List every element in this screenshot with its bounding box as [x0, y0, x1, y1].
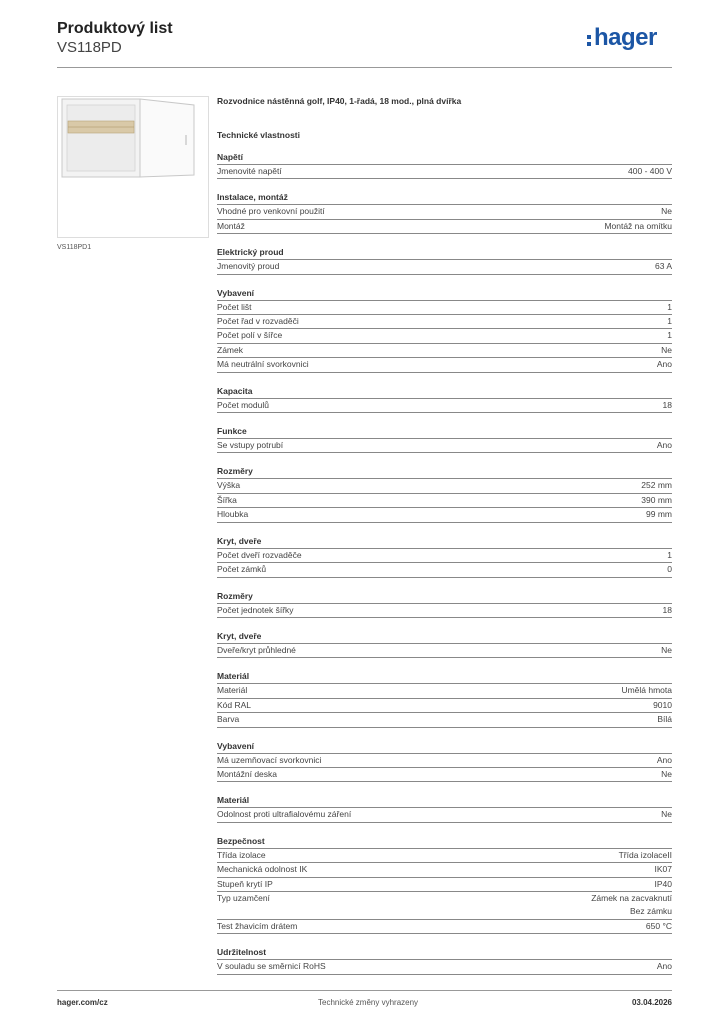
spec-row: [217, 877, 672, 891]
spec-value-group: [653, 699, 672, 712]
spec-content: [217, 95, 672, 987]
section-title: Rozměry: [217, 466, 253, 477]
spec-row: [217, 603, 672, 618]
spec-value: Ne: [661, 206, 672, 217]
section-title: Kryt, dveře: [217, 630, 262, 641]
spec-value-group: [661, 644, 672, 657]
spec-value: Bílá: [657, 714, 672, 725]
spec-value: Ne: [661, 768, 672, 779]
spec-value: Ne: [661, 644, 672, 655]
spec-row: [217, 164, 672, 179]
spec-value: Ano: [656, 961, 672, 972]
spec-section: [217, 740, 672, 783]
spec-label: Šířka: [217, 494, 237, 505]
spec-label: Vhodné pro venkovní použití: [217, 206, 325, 217]
page-title: Produktový list: [57, 20, 173, 37]
spec-label: Počet modulů: [217, 399, 269, 410]
spec-row: [217, 398, 672, 413]
spec-value-secondary: Bez zámku: [629, 906, 672, 917]
spec-label: Výška: [217, 480, 241, 491]
spec-label: Počet řad v rozvaděči: [217, 316, 299, 327]
spec-value-group: [661, 205, 672, 218]
spec-value-group: [655, 878, 673, 891]
spec-value-group: [655, 260, 672, 273]
spec-label: Počet dveří rozvaděče: [217, 549, 302, 560]
section-title: Vybavení: [217, 740, 255, 751]
spec-value-group: [641, 479, 672, 492]
spec-row: [217, 712, 672, 727]
spec-row: [217, 478, 672, 492]
spec-label: Jmenovité napětí: [217, 166, 282, 176]
spec-row: [217, 891, 672, 919]
spec-value-group: [628, 165, 672, 178]
spec-section: [217, 425, 672, 453]
spec-label: Počet jednotek šířky: [217, 604, 294, 615]
spec-row: [217, 643, 672, 658]
product-code: VS118PD: [57, 39, 122, 56]
spec-value: 9010: [653, 699, 672, 710]
spec-row: [217, 698, 672, 712]
spec-label: Odolnost proti ultrafialovému záření: [217, 809, 352, 820]
section-title: Udržitelnost: [217, 947, 267, 958]
spec-value-group: [657, 960, 672, 973]
spec-label: Mechanická odolnost IK: [217, 864, 308, 875]
spec-label: Jmenovitý proud: [217, 261, 280, 272]
logo-mark-icon: [587, 35, 591, 49]
spec-row: [217, 507, 672, 522]
spec-section: [217, 385, 672, 413]
spec-label: Kód RAL: [217, 699, 252, 710]
spec-value-group: [661, 768, 672, 781]
spec-section: [217, 670, 672, 727]
spec-value: Ne: [661, 809, 672, 820]
spec-label: Počet zámků: [217, 564, 267, 575]
spec-row: [217, 328, 672, 342]
spec-row: [217, 259, 672, 274]
spec-row: [217, 807, 672, 822]
spec-label: Zámek: [217, 344, 243, 355]
spec-value: Ano: [656, 359, 672, 370]
spec-value-group: [655, 863, 673, 876]
spec-label: Má neutrální svorkovnici: [217, 359, 309, 370]
distribution-board-icon: [58, 97, 208, 237]
spec-sections: [217, 151, 672, 975]
spec-value: 63 A: [654, 261, 672, 272]
spec-label: Se vstupy potrubí: [217, 440, 284, 451]
section-title: Rozměry: [217, 590, 253, 601]
section-title: Materiál: [217, 671, 250, 682]
spec-value: IK07: [654, 864, 672, 875]
footer-divider: [57, 990, 672, 991]
spec-row: [217, 357, 672, 372]
spec-section: [217, 630, 672, 658]
footer-website[interactable]: hager.com/cz: [57, 998, 108, 1007]
spec-row: [217, 548, 672, 562]
spec-label: Typ uzamčení: [217, 892, 270, 903]
spec-row: [217, 493, 672, 507]
spec-value-group: [661, 344, 672, 357]
spec-value: 18: [662, 604, 672, 615]
spec-row: [217, 343, 672, 357]
spec-value-group: [604, 220, 672, 233]
spec-value-group: [641, 494, 672, 507]
spec-row: [217, 562, 672, 577]
spec-label: Počet polí v šířce: [217, 330, 283, 341]
footer-date: 03.04.2026: [631, 998, 672, 1007]
spec-value-group: [619, 849, 672, 862]
spec-row: [217, 219, 672, 234]
spec-section: [217, 465, 672, 522]
spec-value: Třída izolaceII: [618, 849, 672, 860]
spec-value: 1: [667, 301, 672, 312]
spec-label: Montáž: [217, 220, 245, 231]
spec-value: Zámek na zacvaknutí: [591, 892, 672, 903]
spec-value: IP40: [654, 878, 672, 889]
spec-section: [217, 835, 672, 934]
spec-row: [217, 753, 672, 767]
spec-section: [217, 535, 672, 578]
spec-label: Stupeň krytí IP: [217, 878, 273, 889]
spec-label: Počet lišt: [217, 301, 252, 312]
spec-label: Materiál: [217, 685, 248, 696]
spec-value-group: [646, 508, 672, 521]
section-title: Kryt, dveře: [217, 535, 262, 546]
spec-value-group: [657, 713, 672, 726]
image-caption: VS118PD1: [57, 244, 92, 251]
spec-value: 0: [667, 564, 672, 575]
spec-section: [217, 151, 672, 179]
spec-value: 1: [667, 549, 672, 560]
spec-value-group: [591, 892, 672, 919]
section-title: Kapacita: [217, 385, 253, 396]
spec-value-group: [667, 315, 672, 328]
spec-label: Barva: [217, 714, 240, 725]
spec-row: [217, 683, 672, 697]
product-image: [57, 96, 209, 238]
spec-value: 99 mm: [646, 509, 672, 520]
section-title: Instalace, montáž: [217, 192, 288, 203]
spec-section: [217, 946, 672, 974]
section-title: Elektrický proud: [217, 247, 284, 258]
tech-heading: Technické vlastnosti: [217, 130, 300, 140]
hager-logo: hager: [594, 24, 657, 51]
spec-value: 18: [662, 399, 672, 410]
spec-value-group: [667, 301, 672, 314]
section-title: Bezpečnost: [217, 835, 265, 846]
spec-value-group: [663, 399, 672, 412]
spec-label: Montážní deska: [217, 768, 278, 779]
spec-value: 400 - 400 V: [628, 166, 672, 176]
spec-value-group: [667, 563, 672, 576]
section-title: Funkce: [217, 426, 247, 437]
spec-section: [217, 590, 672, 618]
spec-value-group: [667, 329, 672, 342]
spec-label: Hloubka: [217, 509, 249, 520]
spec-row: [217, 767, 672, 782]
spec-value: 252 mm: [641, 480, 672, 491]
product-description: Rozvodnice nástěnná golf, IP40, 1-řadá, 18 mod., plná dvířka: [217, 96, 462, 106]
spec-value: 1: [667, 330, 672, 341]
spec-row: [217, 959, 672, 974]
spec-section: [217, 287, 672, 373]
spec-section: [217, 191, 672, 234]
section-title: Napětí: [217, 152, 243, 162]
spec-value: 390 mm: [641, 494, 672, 505]
spec-section: [217, 246, 672, 274]
header-divider: [57, 67, 672, 68]
spec-value: Umělá hmota: [621, 685, 672, 696]
spec-value: 1: [667, 316, 672, 327]
spec-label: Test žhavicím drátem: [217, 920, 298, 931]
spec-value-group: [657, 358, 672, 371]
spec-label: Má uzemňovací svorkovnici: [217, 754, 322, 765]
footer-note: Technické změny vyhrazeny: [318, 998, 419, 1007]
spec-value-group: [667, 549, 672, 562]
spec-value: Ne: [661, 344, 672, 355]
spec-value: Ano: [656, 440, 672, 451]
spec-label: V souladu se směrnicí RoHS: [217, 961, 326, 972]
spec-row: [217, 314, 672, 328]
spec-row: [217, 300, 672, 314]
spec-value-group: [657, 439, 672, 452]
spec-row: [217, 204, 672, 218]
section-title: Materiál: [217, 795, 250, 806]
spec-value: Montáž na omítku: [604, 220, 672, 231]
spec-value: Ano: [656, 754, 672, 765]
spec-row: [217, 438, 672, 453]
spec-row: [217, 862, 672, 876]
spec-section: [217, 794, 672, 822]
spec-row: [217, 848, 672, 862]
spec-value-group: [621, 684, 672, 697]
spec-value-group: [661, 808, 672, 821]
spec-value-group: [657, 754, 672, 767]
spec-value-group: [646, 920, 672, 933]
section-title: Vybavení: [217, 287, 255, 298]
spec-value: 650 °C: [645, 920, 672, 931]
spec-row: [217, 919, 672, 934]
spec-label: Třída izolace: [217, 849, 266, 860]
spec-value-group: [663, 604, 672, 617]
spec-label: Dveře/kryt průhledné: [217, 644, 296, 655]
